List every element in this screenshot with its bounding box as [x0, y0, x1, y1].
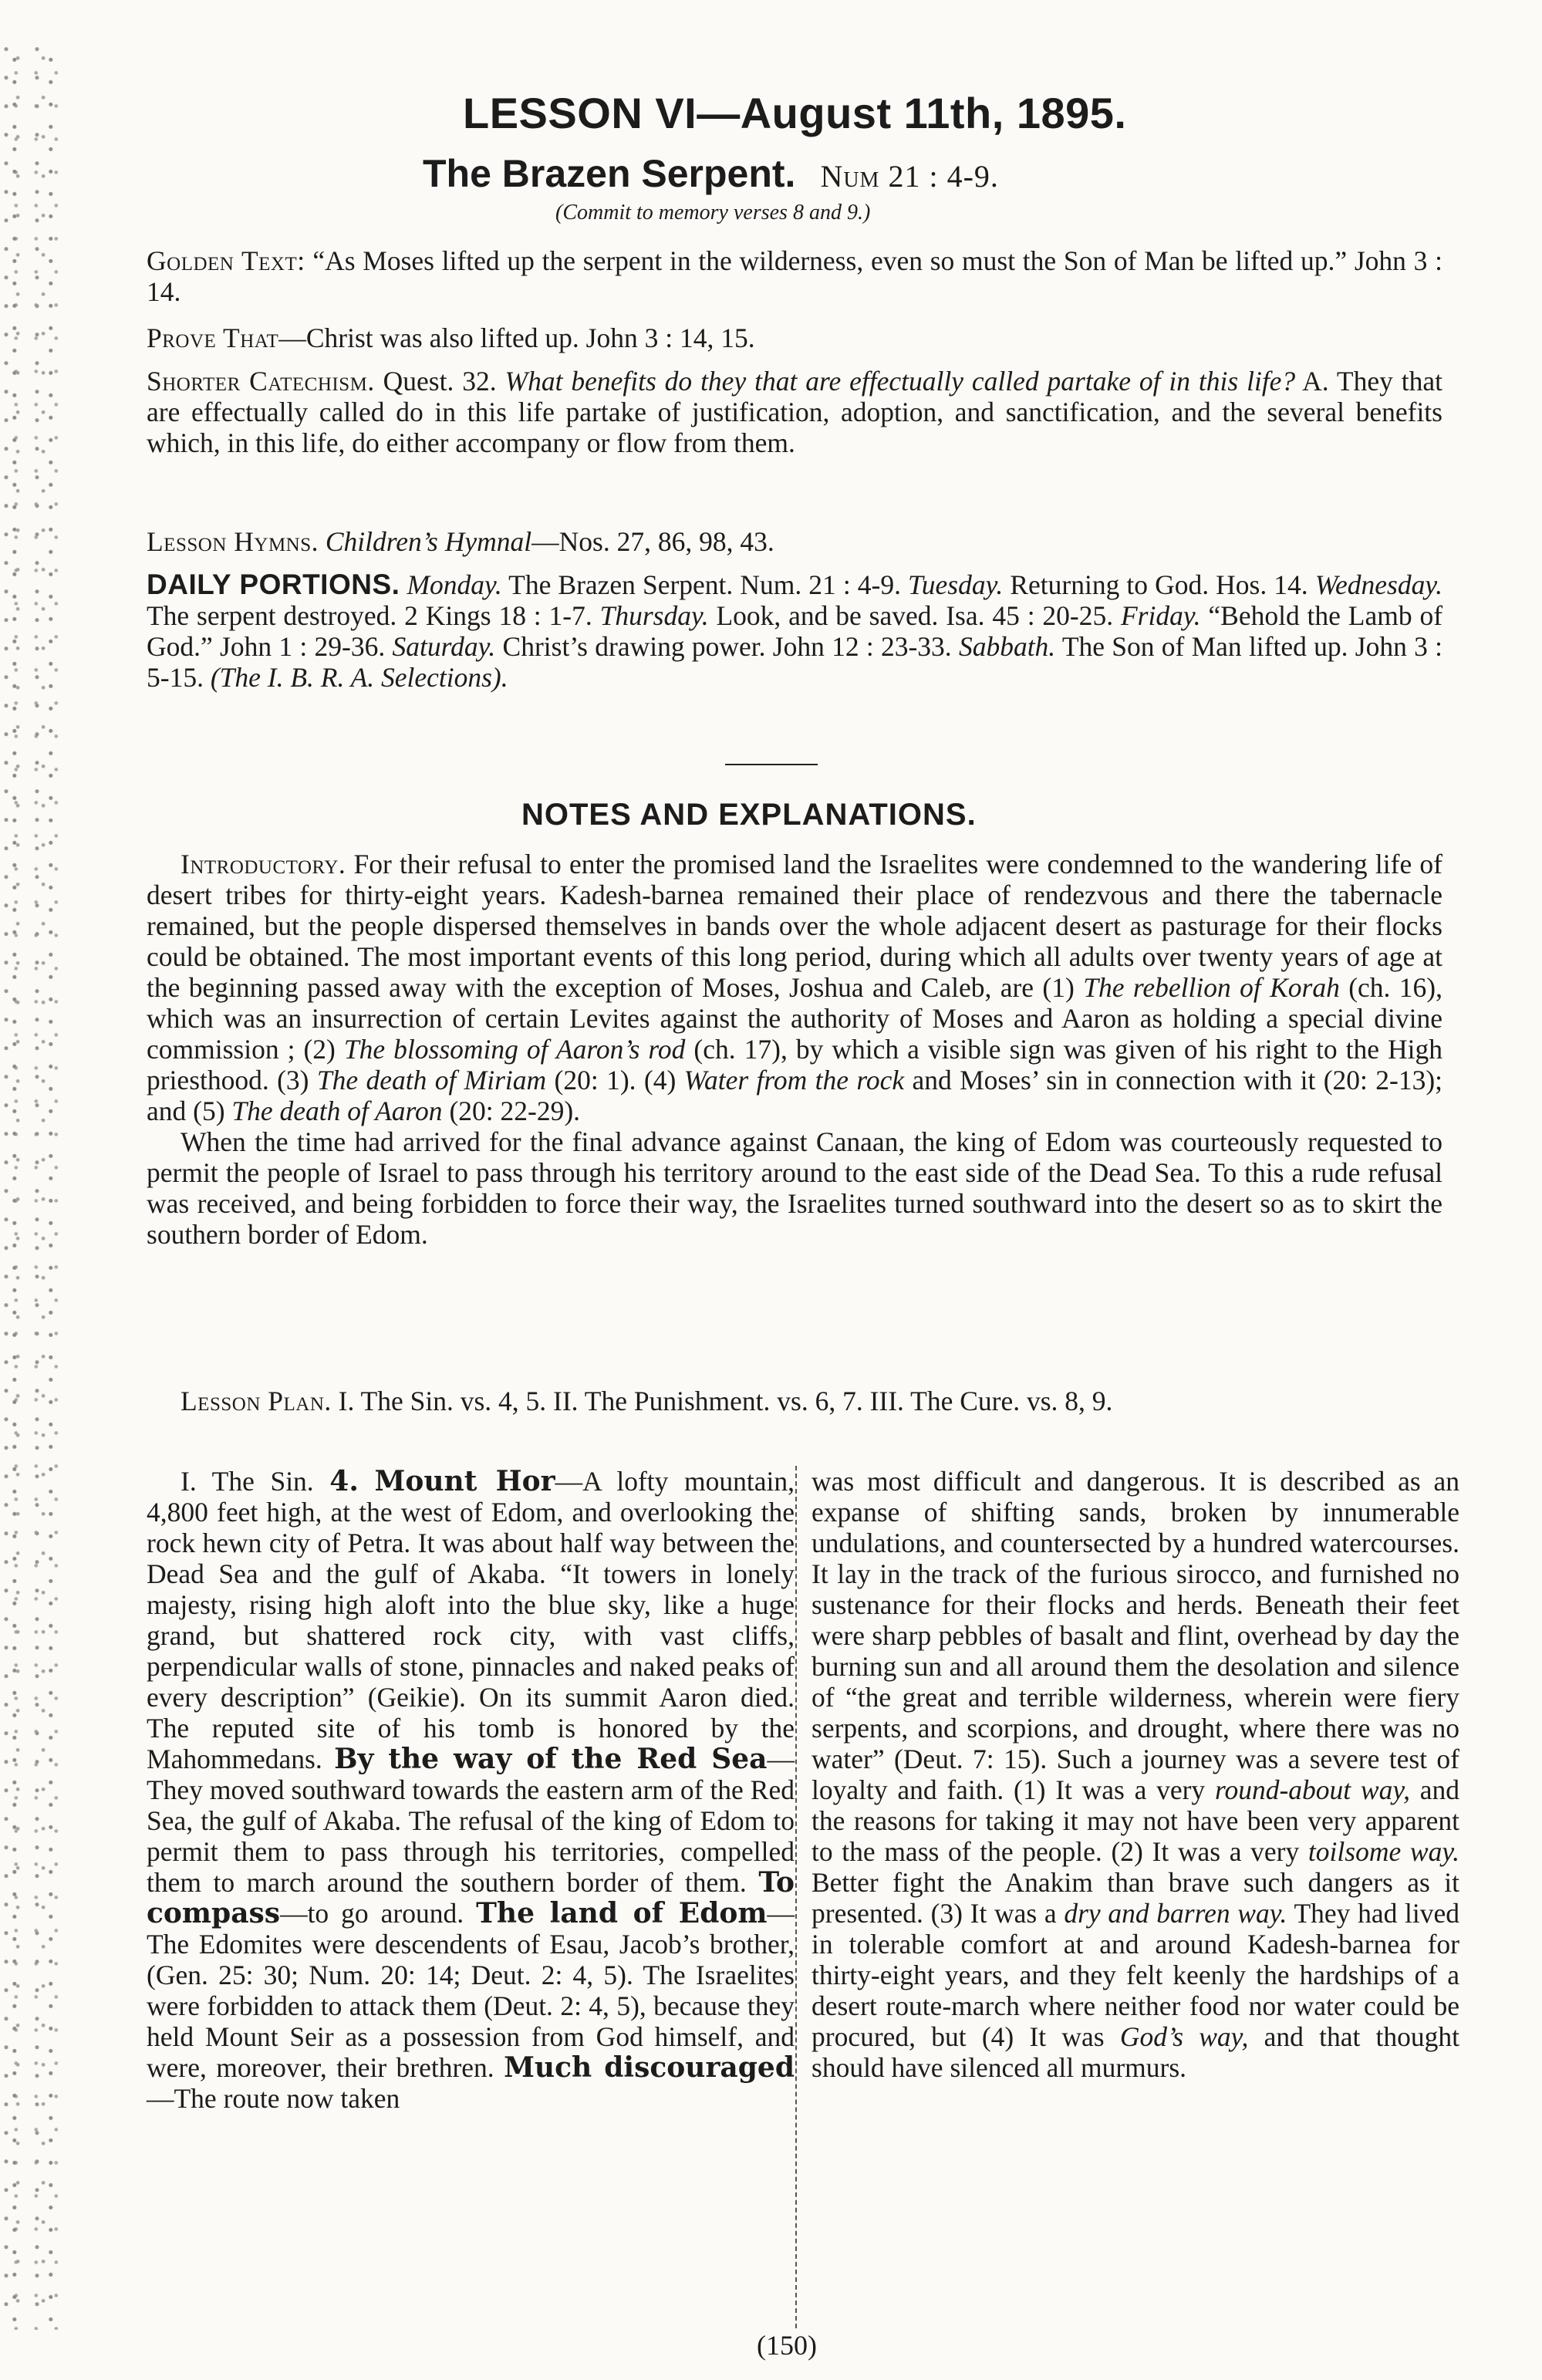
intro-label: Introductory.	[181, 849, 346, 879]
edom-text: —The Edomites were descendents of Esau, Jacob’s brother, (Gen. 25: 30; Num. 20: 14; Deut. 2: 4, 5). The Israelites were forbidden to attack them (Deut. 2: 4, 5), because they held Mount Seir as a possession from God himself, and were, moreover, their brethren.	[147, 1898, 795, 2083]
intro-text: For their refusal to enter the promised land the Israelites were condemned to the wandering life of desert tribes for thirty-eight years. Kadesh-barnea remained their place of rendezvous and there the tabernacle remained, but the people dispersed themselves in bands over the whole adjacent desert as pasturage for their flocks could be obtained. The most important events of this long period, during which all adults over twenty years of age at the beginning passed away with the exception of Moses, Joshua and Caleb, are (1)	[147, 849, 1442, 1003]
daily-text: Christ’s drawing power. John 12 : 23-33.	[502, 631, 952, 662]
daily-portions	[147, 569, 1442, 693]
scan-edge-speckle	[0, 46, 62, 2330]
lesson-title: LESSON VI—August 11th, 1895.	[463, 89, 1127, 137]
scripture-reference: Num 21 : 4-9.	[820, 159, 999, 194]
lesson-plan-label: Lesson Plan.	[181, 1386, 332, 1416]
intro-text: (20: 1). (4)	[554, 1065, 677, 1095]
intro-event: The death of Miriam	[316, 1065, 547, 1095]
lesson-subtitle: The Brazen Serpent.	[423, 152, 796, 195]
mount-hor-text: —A lofty mountain, 4,800 feet high, at the west of Edom, and overlooking the rock hewn city of Petra. It was about half way between the Dead Sea and the gulf of Akaba. “It towers in lonely majesty, rising high aloft into the blue sky, like a huge grand, but shattered rock city, with vast cliffs, perpendicular walls of stone, pinnacles and naked peaks of every description” (Geikie). On its summit Aaron died. The reputed site of his tomb is honored by the Mahommedans.	[147, 1466, 795, 1774]
sin-label: I. The Sin.	[181, 1466, 314, 1497]
intro-event: The death of Aaron	[231, 1095, 443, 1126]
right-text: and that thought should have silenced all murmurs.	[811, 2021, 1460, 2083]
daily-day: Monday.	[407, 569, 502, 600]
right-text: They had lived in tolerable comfort at and around Kadesh-barnea for thirty-eight years, and they felt keenly the hardships of a desert route-march where neither food nor water could be procured, but (4) It was	[811, 1898, 1459, 2052]
daily-text: The Son of Man lifted up. John 3 : 5-15.	[147, 631, 1442, 693]
catechism-label: Shorter Catechism.	[147, 366, 375, 397]
catechism-question: What benefits do they that are effectually called partake of in this life?	[504, 366, 1296, 397]
golden-text-label: Golden Text:	[147, 245, 305, 276]
lesson-hymns	[147, 526, 1442, 557]
term-land-of-edom: The land of Edom	[476, 1897, 768, 1929]
red-sea-text: —They moved southward towards the eastern arm of the Red Sea, the gulf of Akaba. The refusal of the king of Edom to permit them to pass through his territories, compelled them to march around the southern border of them.	[147, 1744, 795, 1898]
daily-day: Thursday.	[599, 600, 709, 631]
intro-text: (20: 22-29).	[449, 1095, 581, 1126]
golden-text	[147, 245, 1442, 307]
compass-text: —to go around.	[280, 1898, 464, 1929]
intro-text: (ch. 17), by which a visible sign was given of his right to the High priesthood. (3)	[147, 1034, 1442, 1095]
intro-event: The blossoming of Aaron’s rod	[343, 1034, 686, 1065]
golden-text-body: “As Moses lifted up the serpent in the wilderness, even so must the Son of Man be lifted up.” John 3 : 14.	[147, 245, 1442, 307]
catechism-quest: Quest. 32.	[383, 366, 497, 397]
daily-text: Returning to God. Hos. 14.	[1010, 569, 1308, 600]
right-emphasis: God’s way,	[1119, 2021, 1249, 2052]
daily-day: Wednesday.	[1314, 569, 1443, 600]
verse-number: 4.	[329, 1465, 359, 1497]
daily-text: The serpent destroyed. 2 Kings 18 : 1-7.	[147, 600, 592, 631]
daily-day: Friday.	[1120, 600, 1201, 631]
right-emphasis: round-about way,	[1214, 1774, 1410, 1805]
notes-heading: NOTES AND EXPLANATIONS.	[521, 798, 977, 832]
intro-text: (ch. 16), which was an insurrection of certain Levites against the authority of Moses and Aaron as holding a special divine commission ; (2)	[147, 972, 1443, 1065]
catechism-answer: They that are effectually called do in this life partake of justification, adoption, and sanctification, and the several benefits which, in this life, do either accompany or flow from them.	[147, 366, 1442, 458]
notes-introductory	[147, 849, 1442, 1250]
right-column	[811, 1466, 1459, 2083]
term-compass: To compass	[147, 1866, 795, 1929]
edom-paragraph: When the time had arrived for the final advance against Canaan, the king of Edom was courteously requested to permit the people of Israel to pass through his territory around to the east side of the Dead Sea. To this a rude refusal was received, and being forbidden to force their way, the Israelites turned southward into the desert so as to skirt the southern border of Edom.	[147, 1126, 1442, 1250]
term-much-discouraged: Much discouraged	[504, 2051, 795, 2084]
right-emphasis: dry and barren way.	[1064, 1898, 1287, 1929]
section-divider	[725, 764, 818, 765]
left-column	[147, 1466, 795, 2114]
lesson-plan-text: I. The Sin. vs. 4, 5. II. The Punishment. vs. 6, 7. III. The Cure. vs. 8, 9.	[338, 1386, 1113, 1416]
right-text: Better fight the Anakim than brave such dangers as it presented. (3) It was a	[811, 1867, 1459, 1929]
left-column-text	[147, 1466, 795, 2114]
daily-day: Tuesday.	[908, 569, 1004, 600]
daily-day: Sabbath.	[958, 631, 1056, 662]
daily-text: Look, and be saved. Isa. 45 : 20-25.	[716, 600, 1114, 631]
daily-text: “Behold the Lamb of God.” John 1 : 29-36.	[147, 600, 1443, 662]
prove-that-label: Prove That	[147, 322, 279, 353]
term-mount-hor: Mount Hor	[374, 1465, 555, 1497]
commit-note: (Commit to memory verses 8 and 9.)	[555, 201, 871, 224]
intro-event: Water from the rock	[683, 1065, 905, 1095]
intro-text: and Moses’ sin in connection with it (20: 2-13); and (5)	[147, 1065, 1443, 1126]
lesson-plan	[147, 1386, 1442, 1416]
intro-paragraph	[147, 849, 1442, 1126]
intro-event: The rebellion of Korah	[1083, 972, 1340, 1003]
column-divider	[795, 1466, 797, 2328]
term-red-sea: By the way of the Red Sea	[334, 1743, 768, 1775]
discouraged-text: —The route now taken	[147, 2083, 400, 2114]
daily-portions-heading: DAILY PORTIONS.	[147, 569, 400, 600]
page-number: (150)	[757, 2330, 817, 2361]
right-text: and the reasons for taking it may not have been very apparent to the mass of the people. (2) It was a very	[811, 1774, 1460, 1867]
right-column-text	[811, 1466, 1459, 2083]
lesson-plan-paragraph	[147, 1386, 1442, 1416]
catechism-answer-label: A.	[1302, 366, 1329, 397]
shorter-catechism	[147, 366, 1442, 458]
hymns-numbers: —Nos. 27, 86, 98, 43.	[531, 526, 774, 557]
prove-that	[147, 322, 1442, 353]
prove-that-body: —Christ was also lifted up. John 3 : 14, 15.	[278, 322, 755, 353]
hymns-book: Children’s Hymnal	[325, 526, 532, 557]
daily-source: (The I. B. R. A. Selections).	[210, 662, 508, 693]
hymns-label: Lesson Hymns.	[147, 526, 319, 557]
daily-day: Saturday.	[392, 631, 496, 662]
right-emphasis: toilsome way.	[1307, 1836, 1459, 1867]
daily-text: The Brazen Serpent. Num. 21 : 4-9.	[508, 569, 901, 600]
right-text: was most difficult and dangerous. It is described as an expanse of shifting sands, broken by innumerable undulations, and countersected by a hundred watercourses. It lay in the track of the furious sirocco, and furnished no sustenance for their flocks and herds. Beneath their feet were sharp pebbles of basalt and flint, overhead by day the burning sun and all around them the desolation and silence of “the great and terrible wilderness, wherein were fiery serpents, and scorpions, and drought, where there was no water” (Deut. 7: 15). Such a journey was a severe test of loyalty and faith. (1) It was a very	[811, 1466, 1459, 1805]
